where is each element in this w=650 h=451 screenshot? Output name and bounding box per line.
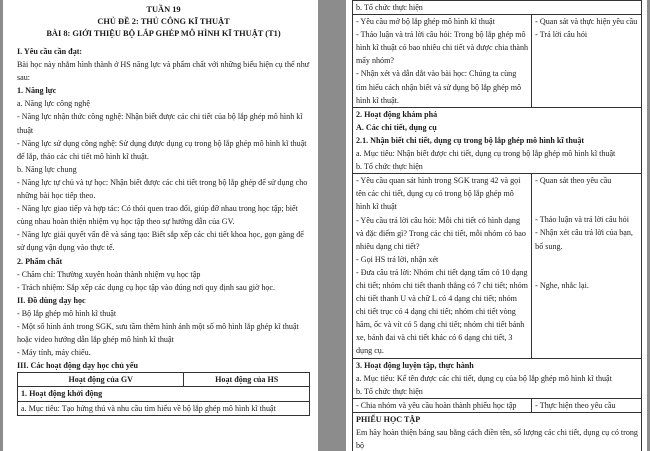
general-competency-item: - Năng lực giao tiếp và hợp tác: Có thói quen trao đổi, giúp đỡ nhau trong học tập; biết cùng nhau hoàn thiện nhiệm vụ học tập theo sự hướng dẫn của GV. [17,204,298,227]
activity-3-objective: a. Mục tiêu: Kể tên được các chi tiết, dụng cụ của bộ lắp ghép mô hình kĩ thuật [356,373,612,383]
teacher-step: - Tháo luận và trả lời câu hỏi: Trong bộ lắp ghép mô hình kĩ thuật có bao nhiêu chi tiết và được chia thành mấy nhóm? [356,30,529,66]
student-step: - Nhận xét câu trả lời của bạn, bổ sung. [535,228,633,251]
quality-item: - Trách nhiệm: Sắp xếp các dụng cụ học tập vào đúng nơi quy định sau giờ học. [17,282,276,292]
activity-2-title: 2. Hoạt động khám phá [356,109,438,119]
student-activity-cell [532,15,642,108]
teacher-step: - Đưa câu trả lời: Nhóm chi tiết dạng tấm có 10 dạng chi tiết; nhóm chi tiết thanh thẳng có 7 chi tiết; nhóm chi tiết thanh U và chữ L có 4 dạng chi tiết; nhóm chi tiết trục có 4 dạng chi tiết; nhóm chi tiết vòng hãm, ốc và vít có 5 dạng chi tiết; nhóm chi tiết bánh xe, bánh đai và chi tiết khác có 6 dạng chi tiết, 3 dụng cụ. [356,267,528,356]
materials-item: - Một số hình ảnh trong SGK, sưu tầm thêm hình ảnh một số mô hình lắp ghép kĩ thuật hoặc video hướng dẫn lắp ghép mô hình kĩ thuật [17,321,299,345]
tech-competency-item: - Năng lực sử dụng công nghệ: Sử dụng được dụng cụ trong bộ lắp ghép mô hình kĩ thuật để lắp, tháo các chi tiết mô hình kĩ thuật. [17,138,307,161]
topic-heading: CHỦ ĐỀ 2: THỦ CÔNG KĨ THUẬT [97,17,230,26]
week-heading: TUẦN 19 [146,5,181,14]
table-row [18,401,310,415]
teacher-step: - Yêu cầu trả lời câu hỏi: Mỗi chi tiết có hình dạng và đặc điểm gì? Trong các chi tiết, mỗi nhóm có bao nhiêu dạng chi tiết? [356,215,526,251]
activity-2-objective: a. Mục tiêu: Nhận biết được chi tiết, dụng cụ trong bộ lắp ghép mô hình kĩ thuật [356,149,616,159]
tech-competency-heading: a. Năng lực công nghệ [17,99,90,109]
intro-text: Bài học này nhằm hình thành ở HS năng lực và phẩm chất với những biểu hiện cụ thể như sau: [17,60,310,83]
activity-2-subtitle: 2.1. Nhận biết chi tiết, dụng cụ trong bộ lắp ghép mô hình kĩ thuật [356,135,585,145]
table-head-teacher: Hoạt động của GV [18,373,184,387]
table-row [353,107,642,173]
table-row [18,387,310,401]
activity-1-title: 1. Hoạt động khởi động [18,387,310,401]
materials-item: - Máy tính, máy chiếu. [17,348,91,358]
table-row [353,398,642,412]
teacher-activity-cell: - Chia nhóm và yêu cầu hoàn thành phiếu học tập [353,398,532,412]
worksheet-title: PHIẾU HỌC TẬP [356,414,421,424]
section-requirements-heading: I. Yêu cầu cần đạt: [17,47,83,56]
general-competency-item: - Năng lực tự chủ và tự học: Nhận biết được các chi tiết trong bộ lắp ghép để sử dụng cho những bài học tiếp theo. [17,177,308,201]
table-row [353,1,642,15]
table-row [353,412,642,451]
activity-3-organize: b. Tổ chức thực hiện [356,386,423,396]
activities-table [17,372,310,415]
tech-competency-item: - Năng lực nhận thức công nghệ: Nhận biết được các chi tiết của bộ lắp ghép mô hình kĩ thuật [17,112,303,135]
worksheet-instruction: Em hãy hoàn thiện bảng sau bằng cách điền tên, số lượng các chi tiết, dụng cụ có trong bộ [356,428,638,451]
activity-2-header [353,107,642,173]
activity-2-part-a: A. Các chi tiết, dụng cụ [356,122,437,132]
left-page [3,0,318,451]
organize-label: b. Tổ chức thực hiện [353,1,642,15]
activity-3-header [353,358,642,398]
general-competency-heading: b. Năng lực chung [17,164,77,174]
student-activity-cell: - Thực hiện theo yêu cầu [532,398,642,412]
table-row [353,358,642,398]
teacher-step: - Yêu cầu mở bộ lắp ghép mô hình kĩ thuật [356,17,495,27]
teacher-activity-cell [353,174,532,358]
teacher-step: - Nhận xét và dẫn dắt vào bài học: Chúng ta cùng tìm hiểu cách nhận biết và sử dụng bộ lắp ghép mô hình kĩ thuật. [356,69,522,105]
lesson-title: BÀI 8: GIỚI THIỆU BỘ LẮP GHÉP MÔ HÌNH KĨ THUẬT (T1) [46,29,281,38]
general-competency-item: - Năng lực giải quyết vấn đề và sáng tạo: Biết sắp xếp các chi tiết khoa học, gọn gàng để sử dụng vận dụng vào thực tế. [17,230,304,253]
right-page [346,0,647,451]
table-row [353,15,642,108]
activity-1-objective: a. Mục tiêu: Tạo hứng thú và nhu cầu tìm hiểu về bộ lắp ghép mô hình kĩ thuật [18,401,310,415]
activities-heading: III. Các hoạt động dạy học chủ yếu [17,361,138,371]
student-activity-cell [532,174,642,358]
student-step: - Quan sát theo yêu cầu [535,176,612,186]
quality-heading: 2. Phẩm chất [17,256,63,266]
competency-heading: 1. Năng lực [17,86,57,96]
activity-2-organize: b. Tổ chức thực hiện [356,162,423,172]
activities-table-continued [352,0,642,451]
activity-3-title: 3. Hoạt động luyện tập, thực hành [356,360,474,370]
materials-heading: II. Đồ dùng dạy học [17,295,86,305]
table-row [353,174,642,358]
student-step: - Trả lời câu hỏi [535,30,588,40]
table-header-row [18,373,310,387]
student-step: - Nghe, nhắc lại. [535,280,589,290]
table-head-student: Hoạt động của HS [184,373,310,387]
teacher-step: - Yêu cầu quan sát hình trong SGK trang 42 và gọi tên các chi tiết, dụng cụ có trong bộ lắp ghép mô hình kĩ thuật [356,176,521,212]
worksheet-cell [353,412,642,451]
teacher-step: - Gọi HS trả lời, nhận xét [356,254,439,264]
quality-item: - Chăm chỉ: Thường xuyên hoàn thành nhiệm vụ học tập [17,269,201,279]
materials-item: - Bộ lắp ghép mô hình kĩ thuật [17,308,117,318]
teacher-activity-cell [353,15,532,108]
student-step: - Quan sát và thực hiện yêu cầu [535,17,638,27]
student-step: - Thảo luận và trả lời câu hỏi [535,215,629,225]
